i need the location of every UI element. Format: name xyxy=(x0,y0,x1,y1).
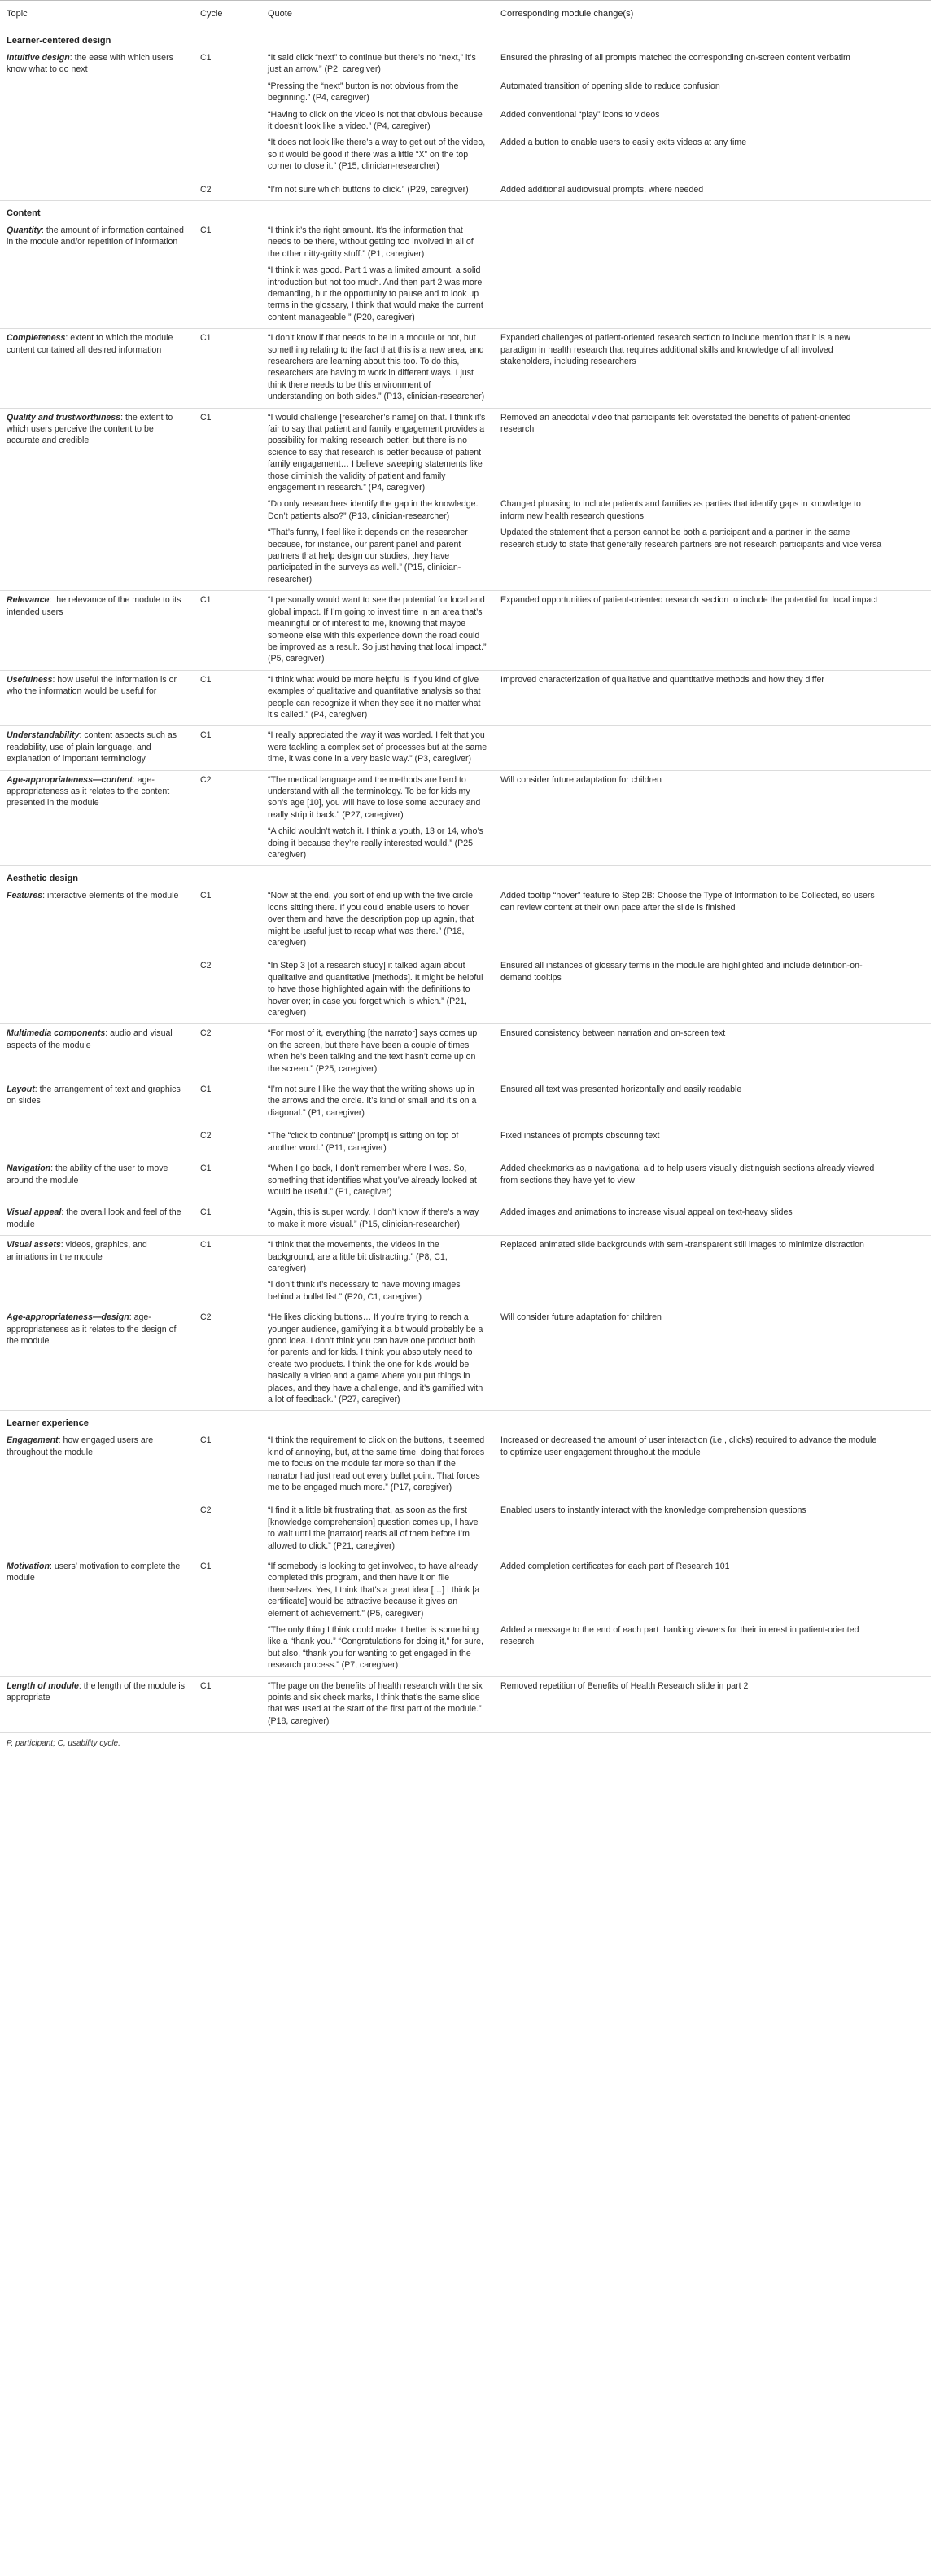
cycle-cell xyxy=(194,591,261,670)
quote-cell xyxy=(261,1308,494,1411)
topic-cell xyxy=(0,670,194,726)
cycle-cell xyxy=(194,1024,261,1080)
topic-cell xyxy=(0,408,194,591)
topic-name: Features xyxy=(7,891,43,901)
cycle-label: C1 xyxy=(200,333,212,344)
cycle-label xyxy=(200,1279,255,1303)
module-change-text: Automated transition of opening slide to reduce confusion xyxy=(500,81,720,91)
table-row xyxy=(0,887,931,1024)
cycle-cell xyxy=(194,887,261,1024)
quote-cell xyxy=(261,726,494,770)
topic-name: Intuitive design xyxy=(7,52,70,63)
quote-text: “The only thing I think could make it better is something like a “thank you.” “Congratulations for doing it,” for sure, but also, “thank you for wanting to get engaged in the research process.” (P7, caregiver) xyxy=(268,1625,483,1671)
table-row xyxy=(0,221,931,329)
topic-name: Length of module xyxy=(7,1680,79,1691)
quote-text: “I’m not sure I like the way that the writing shows up in the arrows and the circle. It’s kind of small and it’s on a diagonal.” (P1, caregiver) xyxy=(268,1084,477,1118)
module-change-cell xyxy=(494,1431,931,1557)
topic-description: : the amount of information contained in the module and/or repetition of information xyxy=(7,225,184,248)
module-change-text: Expanded opportunities of patient-oriented research section to include the potential for local impact xyxy=(500,595,878,606)
cycle-cell xyxy=(194,1236,261,1308)
cycle-label: C2 xyxy=(200,1028,212,1039)
cycle-cell xyxy=(194,1308,261,1411)
topic-cell xyxy=(0,1159,194,1203)
topic-cell xyxy=(0,1557,194,1677)
table-body xyxy=(0,28,931,1732)
cycle-label: C1 xyxy=(200,412,212,423)
module-change-cell xyxy=(494,770,931,866)
module-change-cell xyxy=(494,1676,931,1733)
section-title: Learner-centered design xyxy=(7,35,111,46)
cycle-label: C1 xyxy=(200,225,212,235)
cycle-label: C1 xyxy=(200,674,212,685)
header-module-change: Corresponding module change(s) xyxy=(494,1,931,28)
module-change-cell xyxy=(494,1080,931,1159)
quote-text: “I don’t think it’s necessary to have moving images behind a bullet list.” (P20, C1, caregiver) xyxy=(268,1280,461,1302)
topic-description: : the ease with which users know what to do next xyxy=(7,52,173,75)
quote-text: “I think it’s the right amount. It’s the information that needs to be there, without getting too involved in all of the other nitty-gritty stuff.” (P1, caregiver) xyxy=(268,225,474,259)
module-change-cell xyxy=(494,1557,931,1677)
module-change-text: Added checkmarks as a navigational aid to help users visually distinguish sections already viewed from sections they have yet to view xyxy=(500,1163,875,1185)
topic-name: Age-appropriateness—content xyxy=(7,774,133,785)
quote-text: “If somebody is looking to get involved, to have already completed this program, and then have it on file themselves. Yes, I think that’s a great idea […] I think [a certificate] would be attractive because it gives an element of achievement.” (P5, caregiver) xyxy=(268,1562,480,1619)
section-row xyxy=(0,866,931,887)
quote-cell xyxy=(261,329,494,408)
quote-text: “In Step 3 [of a research study] it talked again about qualitative and quantitative [methods]. It might be helpful to have those highlighted again with the definitions to hover over; in case you forget which is which.” (P21, caregiver) xyxy=(268,961,483,1019)
module-change-cell xyxy=(494,329,931,408)
module-change-text xyxy=(500,729,882,764)
quote-text: “It does not look like there’s a way to get out of the video, so it would be good if there was a little “X” on the top corner to close it.” (P15, clinician-researcher) xyxy=(268,138,486,172)
cycle-label xyxy=(200,498,255,522)
module-change-text: Ensured all text was presented horizontally and easily readable xyxy=(500,1084,742,1095)
cycle-label xyxy=(200,527,255,585)
table-row xyxy=(0,1431,931,1557)
module-change-text: Added tooltip “hover” feature to Step 2B: Choose the Type of Information to be Collected, so users can review content at their own pace after the slide is finished xyxy=(500,891,875,913)
cycle-label: C2 xyxy=(200,961,212,971)
quote-text: “Do only researchers identify the gap in the knowledge. Don’t patients also?” (P13, clinician-researcher) xyxy=(268,499,479,521)
table-row xyxy=(0,670,931,726)
topic-name: Visual assets xyxy=(7,1240,61,1251)
quote-text: “The “click to continue” [prompt] is sitting on top of another word.” (P11, caregiver) xyxy=(268,1131,459,1153)
quote-cell xyxy=(261,591,494,670)
cycle-label: C1 xyxy=(200,1680,212,1691)
module-change-text: Enabled users to instantly interact with the knowledge comprehension questions xyxy=(500,1505,806,1516)
module-change-text: Improved characterization of qualitative and quantitative methods and how they differ xyxy=(500,674,824,685)
module-change-text: Added additional audiovisual prompts, where needed xyxy=(500,184,704,195)
topic-description: : extent to which the module content contained all desired information xyxy=(7,333,173,355)
cycle-label xyxy=(200,81,255,104)
cycle-label: C2 xyxy=(200,774,212,785)
quote-text: “I think what would be more helpful is if you kind of give examples of qualitative and quantitative analysis so that people can recognize it when they see it no matter what it’s called.” (P4, caregiver) xyxy=(268,674,481,720)
topic-description: : users’ motivation to complete the module xyxy=(7,1562,181,1584)
table-row xyxy=(0,1159,931,1203)
section-row xyxy=(0,28,931,48)
cycle-cell xyxy=(194,1676,261,1733)
topic-name: Understandability xyxy=(7,730,80,741)
cycle-cell xyxy=(194,1431,261,1557)
table-row xyxy=(0,1676,931,1733)
topic-cell xyxy=(0,1080,194,1159)
topic-cell xyxy=(0,1024,194,1080)
module-change-text: Increased or decreased the amount of user interaction (i.e., clicks) required to advance the module to optimize user engagement throughout the module xyxy=(500,1435,877,1457)
cycle-cell xyxy=(194,49,261,201)
module-change-cell xyxy=(494,1308,931,1411)
module-change-cell xyxy=(494,408,931,591)
cycle-cell xyxy=(194,408,261,591)
topic-description: : the overall look and feel of the module xyxy=(7,1207,181,1229)
topic-cell xyxy=(0,770,194,866)
topic-description: : audio and visual aspects of the module xyxy=(7,1028,173,1050)
table-row xyxy=(0,49,931,201)
module-change-text xyxy=(500,225,882,260)
module-change-text: Removed an anecdotal video that participants felt overstated the benefits of patient-oriented research xyxy=(500,412,851,435)
cycle-label: C1 xyxy=(200,730,212,741)
quote-text: “I think the requirement to click on the buttons, it seemed kind of annoying, but, at the same time, doing that forces me to focus on the module far more so than if the narrator had just read out every bullet point. That forces me to be engaged much more.” (P17, caregiver) xyxy=(268,1435,485,1492)
cycle-label: C2 xyxy=(200,184,212,195)
quote-text: “I’m not sure which buttons to click.” (P29, caregiver) xyxy=(268,184,469,195)
topic-name: Relevance xyxy=(7,595,50,606)
module-change-text: Fixed instances of prompts obscuring text xyxy=(500,1131,660,1141)
cycle-cell xyxy=(194,726,261,770)
quote-cell xyxy=(261,1676,494,1733)
topic-description: : the arrangement of text and graphics on slides xyxy=(7,1084,181,1106)
topic-cell xyxy=(0,329,194,408)
quote-cell xyxy=(261,1203,494,1236)
section-title: Aesthetic design xyxy=(7,874,79,884)
quote-cell xyxy=(261,670,494,726)
cycle-label: C1 xyxy=(200,891,212,901)
section-title: Content xyxy=(7,208,41,218)
cycle-label: C2 xyxy=(200,1505,212,1516)
topic-cell xyxy=(0,221,194,329)
module-change-text: Will consider future adaptation for children xyxy=(500,1312,662,1323)
quote-cell xyxy=(261,1557,494,1677)
quote-text: “Pressing the “next” button is not obvious from the beginning.” (P4, caregiver) xyxy=(268,81,459,103)
table-footnote: P, participant; C, usability cycle. xyxy=(0,1733,931,1755)
quote-text: “He likes clicking buttons… If you’re trying to reach a younger audience, gamifying it a bit would probably be a good idea. I don’t think you can have one product both for parents and for kids. I think you absolutely need to create two products. I think the one for kids would be basically a video and a game where you put things in places, and they have a challenge, and it’s gamified with a lot of feedback.” (P27, caregiver) xyxy=(268,1312,483,1404)
topic-cell xyxy=(0,1203,194,1236)
topic-name: Quantity xyxy=(7,225,42,235)
cycle-label xyxy=(200,265,255,323)
quote-text: “I think it was good. Part 1 was a limited amount, a solid introduction but not too much. And then part 2 was more demanding, but the opportunity to pause and to look up terms in the glossary, I think that would make the current content manageable.” (P20, caregiver) xyxy=(268,265,483,322)
quote-cell xyxy=(261,408,494,591)
module-change-cell xyxy=(494,726,931,770)
cycle-label: C1 xyxy=(200,1163,212,1174)
quote-text: “The medical language and the methods are hard to understand with all the terminology. To be for kids my son’s age [10], you will have to lose some accuracy and really strip it back.” (P27, caregiver) xyxy=(268,774,481,820)
cycle-label: C1 xyxy=(200,1562,212,1572)
topic-name: Completeness xyxy=(7,333,66,344)
topic-name: Visual appeal xyxy=(7,1207,62,1218)
table-row xyxy=(0,1557,931,1677)
module-change-text: Will consider future adaptation for children xyxy=(500,774,662,785)
topic-name: Usefulness xyxy=(7,674,53,685)
module-change-cell xyxy=(494,670,931,726)
module-change-cell xyxy=(494,1024,931,1080)
topic-description: : how engaged users are throughout the module xyxy=(7,1435,154,1457)
module-change-cell xyxy=(494,1203,931,1236)
module-change-text xyxy=(500,265,882,323)
quote-cell xyxy=(261,887,494,1024)
cycle-cell xyxy=(194,770,261,866)
quote-text: “The page on the benefits of health research with the six points and six check marks, I think that’s the same slide that was used at the start of the first part of the module.” (P18, caregiver) xyxy=(268,1680,483,1726)
quote-text: “I think that the movements, the videos in the background, are a little bit distracting.” (P8, C1, caregiver) xyxy=(268,1240,448,1273)
quote-text: “A child wouldn’t watch it. I think a youth, 13 or 14, who’s doing it because they’re really interested would.” (P25, caregiver) xyxy=(268,826,483,861)
topic-cell xyxy=(0,1431,194,1557)
cycle-label xyxy=(200,1624,255,1671)
table-row xyxy=(0,408,931,591)
header-quote: Quote xyxy=(261,1,494,28)
quote-text: “I would challenge [researcher’s name] on that. I think it’s fair to say that patient and family engagement provides a possibility for making research better, but there is no science to say that research is better because of patient family engagement… I believe sweeping statements like those diminish the validity of patient and family engagement in research.” (P4, caregiver) xyxy=(268,412,486,493)
topic-name: Navigation xyxy=(7,1163,51,1174)
quote-text: “I don’t know if that needs to be in a module or not, but something relating to the fact that this is a new area, and researchers are learning about this too. To do this, researchers are having to work in different ways. I just think there needs to be this environment of understanding on both sides.” (P13, clinician-researcher) xyxy=(268,333,485,402)
topic-description: : age-appropriateness as it relates to the content presented in the module xyxy=(7,774,170,808)
quote-text: “I find it a little bit frustrating that, as soon as the first [knowledge comprehension] question comes up, I have to wait until the [narrator] reads all of them before I’m allowed to click.” (P21, caregiver) xyxy=(268,1505,479,1551)
topic-name: Layout xyxy=(7,1084,35,1095)
quote-text: “Again, this is super wordy. I don’t know if there’s a way to make it more visual.” (P15, clinician-researcher) xyxy=(268,1207,479,1229)
quote-text: “Having to click on the video is not that obvious because it doesn’t look like a video.” (P4, caregiver) xyxy=(268,109,483,131)
cycle-label xyxy=(200,826,255,861)
topic-cell xyxy=(0,726,194,770)
quote-cell xyxy=(261,49,494,201)
section-row xyxy=(0,200,931,221)
topic-description: : the extent to which users perceive the content to be accurate and credible xyxy=(7,412,173,446)
module-change-text: Expanded challenges of patient-oriented research section to include mention that it is a new paradigm in health research that requires additional skills and knowledge of all involved stakeholders, including researchers xyxy=(500,333,850,366)
topic-cell xyxy=(0,49,194,201)
quote-text: “Now at the end, you sort of end up with the five circle icons sitting there. If you could enable users to hover over them and have the description pop up again, that might be useful just to recap what was there.” (P18, caregiver) xyxy=(268,891,474,948)
topic-cell xyxy=(0,1676,194,1733)
quote-cell xyxy=(261,221,494,329)
table-row xyxy=(0,591,931,670)
quote-cell xyxy=(261,1236,494,1308)
module-change-cell xyxy=(494,887,931,1024)
cycle-label: C1 xyxy=(200,1435,212,1446)
module-change-text: Added images and animations to increase visual appeal on text-heavy slides xyxy=(500,1207,793,1218)
quote-cell xyxy=(261,1159,494,1203)
table-row xyxy=(0,1080,931,1159)
quote-cell xyxy=(261,1431,494,1557)
quote-text: “I personally would want to see the potential for local and global impact. If I’m going to invest time in an area that’s meaningful or of interest to me, knowing that maybe someone else with this experience down the road could be improved as a result. So just having that local impact.” (P5, caregiver) xyxy=(268,595,487,664)
module-change-cell xyxy=(494,221,931,329)
module-change-text: Ensured all instances of glossary terms in the module are highlighted and include definition-on-demand tooltips xyxy=(500,961,863,983)
module-change-text: Added a button to enable users to easily exits videos at any time xyxy=(500,138,747,148)
cycle-label xyxy=(200,109,255,133)
section-title: Learner experience xyxy=(7,1418,89,1429)
topic-name: Engagement xyxy=(7,1435,59,1446)
quote-cell xyxy=(261,770,494,866)
module-change-cell xyxy=(494,1236,931,1308)
table-header xyxy=(0,1,931,28)
cycle-cell xyxy=(194,1080,261,1159)
topic-description: : the ability of the user to move around the module xyxy=(7,1163,168,1185)
topic-description: : interactive elements of the module xyxy=(42,891,179,901)
module-change-text: Added completion certificates for each part of Research 101 xyxy=(500,1562,730,1572)
module-change-text: Changed phrasing to include patients and families as parties that identify gaps in knowledge to inform new health research questions xyxy=(500,499,861,521)
table-row xyxy=(0,329,931,408)
topic-description: : age-appropriateness as it relates to the design of the module xyxy=(7,1312,177,1346)
quote-text: “For most of it, everything [the narrator] says comes up on the screen, but there have been a couple of times when he’s been talking and the text hasn’t come up on the screen.” (P25, caregiver) xyxy=(268,1028,478,1074)
header-topic: Topic xyxy=(0,1,194,28)
topic-cell xyxy=(0,1308,194,1411)
module-change-text: Ensured consistency between narration and on-screen text xyxy=(500,1028,726,1039)
header-cycle: Cycle xyxy=(194,1,261,28)
topic-description: : videos, graphics, and animations in the module xyxy=(7,1240,147,1262)
quote-text: “It said click “next” to continue but there’s no “next,” it’s just an arrow.” (P2, caregiver) xyxy=(268,52,476,75)
topic-name: Motivation xyxy=(7,1562,50,1572)
cycle-label: C2 xyxy=(200,1312,212,1323)
quote-text: “I really appreciated the way it was worded. I felt that you were tackling a complex set of processes but at the same time, it was done in a very basic way.” (P3, caregiver) xyxy=(268,730,487,764)
cycle-label: C1 xyxy=(200,595,212,606)
topic-cell xyxy=(0,887,194,1024)
topic-description: : the length of the module is appropriate xyxy=(7,1680,186,1703)
module-change-cell xyxy=(494,591,931,670)
quote-cell xyxy=(261,1024,494,1080)
module-change-text: Ensured the phrasing of all prompts matched the corresponding on-screen content verbatim xyxy=(500,52,850,63)
section-row xyxy=(0,1411,931,1431)
quote-text: “When I go back, I don’t remember where I was. So, something that identifies what you’ve already looked at would be useful.” (P1, caregiver) xyxy=(268,1163,477,1197)
cycle-label: C1 xyxy=(200,1240,212,1251)
cycle-cell xyxy=(194,1557,261,1677)
topic-name: Multimedia components xyxy=(7,1028,106,1039)
cycle-cell xyxy=(194,1159,261,1203)
topic-description: : the relevance of the module to its intended users xyxy=(7,595,181,617)
module-change-text: Replaced animated slide backgrounds with semi-transparent still images to minimize distraction xyxy=(500,1240,864,1251)
cycle-label: C1 xyxy=(200,1207,212,1218)
cycle-cell xyxy=(194,1203,261,1236)
cycle-label xyxy=(200,137,255,172)
module-change-cell xyxy=(494,1159,931,1203)
topic-cell xyxy=(0,591,194,670)
cycle-cell xyxy=(194,329,261,408)
module-change-text: Added conventional “play” icons to videos xyxy=(500,109,660,120)
table-row xyxy=(0,1308,931,1411)
cycle-label: C1 xyxy=(200,52,212,63)
module-change-cell xyxy=(494,49,931,201)
module-change-text: Added a message to the end of each part thanking viewers for their interest in patient-oriented research xyxy=(500,1625,859,1647)
topic-description: : how useful the information is or who the information would be useful for xyxy=(7,674,177,697)
cycle-label: C1 xyxy=(200,1084,212,1095)
topic-name: Age-appropriateness—design xyxy=(7,1312,129,1323)
topic-description: : content aspects such as readability, use of plain language, and explanation of important terminology xyxy=(7,730,177,764)
quote-cell xyxy=(261,1080,494,1159)
module-change-text: Removed repetition of Benefits of Health Research slide in part 2 xyxy=(500,1680,749,1691)
topic-cell xyxy=(0,1236,194,1308)
table-row xyxy=(0,1203,931,1236)
table-row xyxy=(0,770,931,866)
table-row xyxy=(0,1024,931,1080)
module-change-text xyxy=(500,1279,882,1303)
topic-name: Quality and trustworthiness xyxy=(7,412,121,423)
cycle-label: C2 xyxy=(200,1131,212,1141)
module-change-text xyxy=(500,826,882,861)
table-row xyxy=(0,726,931,770)
cycle-cell xyxy=(194,670,261,726)
module-change-text: Updated the statement that a person cannot be both a participant and a partner in the same research study to state that generally research partners are not research participants and vice versa xyxy=(500,528,882,550)
quote-text: “That’s funny, I feel like it depends on the researcher because, for instance, our parent panel and parent partners that help design our studies, they have participated in the surveys as well.” (P15, clinician-researcher) xyxy=(268,528,468,585)
table-row xyxy=(0,1236,931,1308)
cycle-cell xyxy=(194,221,261,329)
